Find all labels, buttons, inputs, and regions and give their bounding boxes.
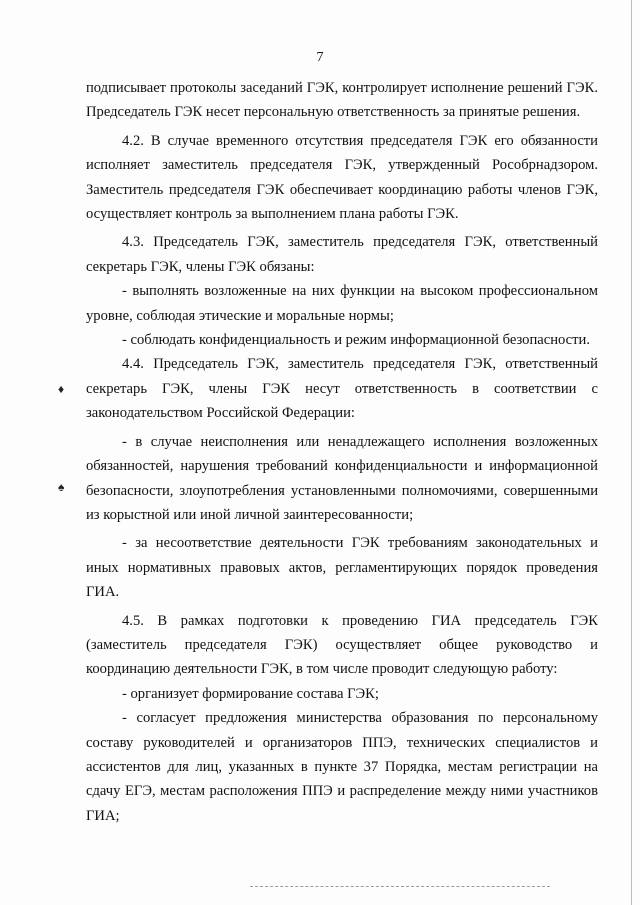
page-number: 7 bbox=[316, 50, 324, 65]
scan-edge bbox=[631, 0, 632, 905]
list-item-liability-1: - в случае неисполнения или ненадлежащего исполнения возложенных обязанностей, нарушения требований конфиденциальности и информационной безопасности, злоупотребления установленными полномочиями, совершенными из корыстной или иной личной заинтересованности; bbox=[86, 433, 598, 523]
margin-mark-upper: ♦ bbox=[58, 382, 65, 396]
footer-divider bbox=[250, 886, 550, 887]
list-item-duty-2: - соблюдать конфиденциальность и режим информационной безопасности. bbox=[122, 332, 590, 349]
paragraph-4-2: 4.2. В случае временного отсутствия председателя ГЭК его обязанности исполняет заместитель председателя ГЭК, утвержденный Рособрнадзором. Заместитель председателя ГЭК обеспечивает координацию работы членов ГЭК, осуществляет контроль за выполнением плана работы ГЭК. bbox=[86, 132, 598, 223]
paragraph-4-5: 4.5. В рамках подготовки к проведению ГИА председатель ГЭК (заместитель председателя ГЭК) осуществляет общее руководство и координацию деятельности ГЭК, в том числе проводит следующую работу: bbox=[86, 612, 598, 678]
document-body bbox=[86, 76, 598, 828]
list-item-work-1: - организует формирование состава ГЭК; bbox=[122, 685, 379, 702]
list-item-work-2: - согласует предложения министерства образования по персональному составу руководителей и организаторов ППЭ, технических специалистов и ассистентов для лиц, указанных в пункте 37 Порядка, местам регистрации на сдачу ЕГЭ, местам расположения ППЭ и распределение между ними участников ГИА; bbox=[86, 710, 598, 824]
paragraph-4-4: 4.4. Председатель ГЭК, заместитель председателя ГЭК, ответственный секретарь ГЭК, члены ГЭК несут ответственность в соответствии с законодательством Российской Федерации: bbox=[86, 356, 598, 422]
paragraph-4-3: 4.3. Председатель ГЭК, заместитель председателя ГЭК, ответственный секретарь ГЭК, члены ГЭК обязаны: bbox=[86, 234, 598, 275]
paragraph-continuation: подписывает протоколы заседаний ГЭК, контролирует исполнение решений ГЭК. Председатель ГЭК несет персональную ответственность за принятые решения. bbox=[86, 80, 598, 121]
list-item-duty-1: - выполнять возложенные на них функции на высоком профессиональном уровне, соблюдая этические и моральные нормы; bbox=[86, 283, 598, 324]
list-item-liability-2: - за несоответствие деятельности ГЭК требованиям законодательных и иных нормативных правовых актов, регламентирующих порядок проведения ГИА. bbox=[86, 535, 598, 601]
margin-mark-lower: ♠ bbox=[58, 480, 65, 494]
